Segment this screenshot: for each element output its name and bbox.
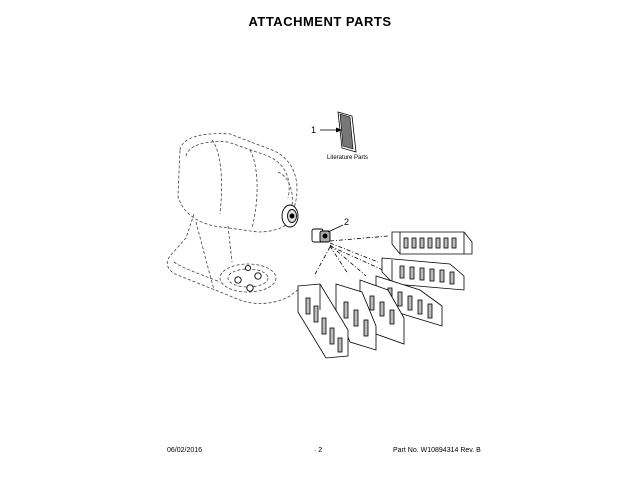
footer-date: 06/02/2016 — [167, 447, 203, 454]
callout-1-number: 1 — [311, 125, 317, 135]
callout-2-number: 2 — [344, 217, 350, 227]
mixer-hub — [282, 205, 298, 227]
pasta-cutter-a — [392, 232, 472, 254]
pasta-cutter-set — [298, 232, 472, 358]
literature-booklet — [338, 112, 356, 152]
footer-page-number: · 2 — [314, 447, 323, 454]
page-title: ATTACHMENT PARTS — [248, 14, 392, 29]
drive-coupling — [312, 229, 330, 242]
callout-2-leader — [328, 225, 343, 232]
callout-1-label: Literature Parts — [327, 155, 369, 161]
mixer-base-screws — [235, 265, 261, 291]
footer-part-number: Part No. W10894314 Rev. B — [393, 447, 481, 454]
stand-mixer-outline — [167, 134, 300, 304]
